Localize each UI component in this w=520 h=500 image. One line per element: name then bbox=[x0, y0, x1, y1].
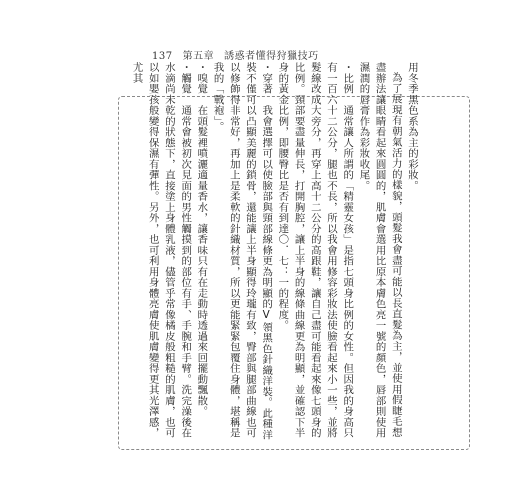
paragraph: 用冬季黑色系為主的彩妝。 bbox=[406, 62, 418, 191]
paragraph: ・比例 通常讓人所謂的「精靈女孩」是指七頭身比例的女性。但因我的身高只有一百六十二公分，腿也不長，所以我會用修容彩妝法使臉看起來小一些，並將髮線改成大旁分，再穿上高十二公分的高跟鞋，讓自己盡可能看起來像七頭身的比例。頸部要盡量伸長，打開胸腔，讓上半身的線條曲線更為明顯，並確認下半身的黃金比例，即腰臀比是否有到達〇．七：一的程度。 bbox=[276, 62, 354, 439]
vertical-text-body bbox=[130, 62, 420, 442]
paragraph: 為了展現有朝氣活力的樣貌，頭髮我會盡可能以長直髮為主，並使用假睫毛想盡辦法讓眼睛看起來圓圓的，肌膚會選用比原本膚色亮一號的顏色，唇部則使用濕潤的唇膏作為彩妝收尾。 bbox=[357, 62, 402, 439]
paragraph: ・觸覺 通常會被初次見面的男性觸摸到的部位有手、手腕和手臂。洗完澡後在水滴尚未乾的狀態下，直接塗上身體乳液，儘管乎常像橘皮般粗糙的肌膚，也可以如嬰孩般變得保濕有彈性。另外，也可利用身體亮膚使肌膚變得更其光澤感，尤其 bbox=[130, 62, 192, 439]
page-number: 137 bbox=[152, 51, 173, 62]
running-header bbox=[152, 47, 319, 62]
chapter-title: 誘惑者懂得狩獵技巧 bbox=[224, 51, 319, 62]
paragraph: ・穿著 我會選擇可以使臉部與頸部線條更為明顯的V領黑色針織洋裝。此種洋裝不僅可以凸顯美麗的鎖骨，還能讓上半身顯得玲瓏有致，臀部與腿部曲線也可以修飾得非常好，再加上是柔軟的針織材質，所以更能緊緊包覆住身體，堪稱是我的「戰袍」。 bbox=[211, 62, 273, 440]
chapter-label: 第五章 bbox=[182, 51, 215, 62]
paragraph: ・嗅覺 在頭髮裡噴灑適量香水，讓香味只有在走動時透過來回擺動飄散。 bbox=[195, 62, 208, 417]
